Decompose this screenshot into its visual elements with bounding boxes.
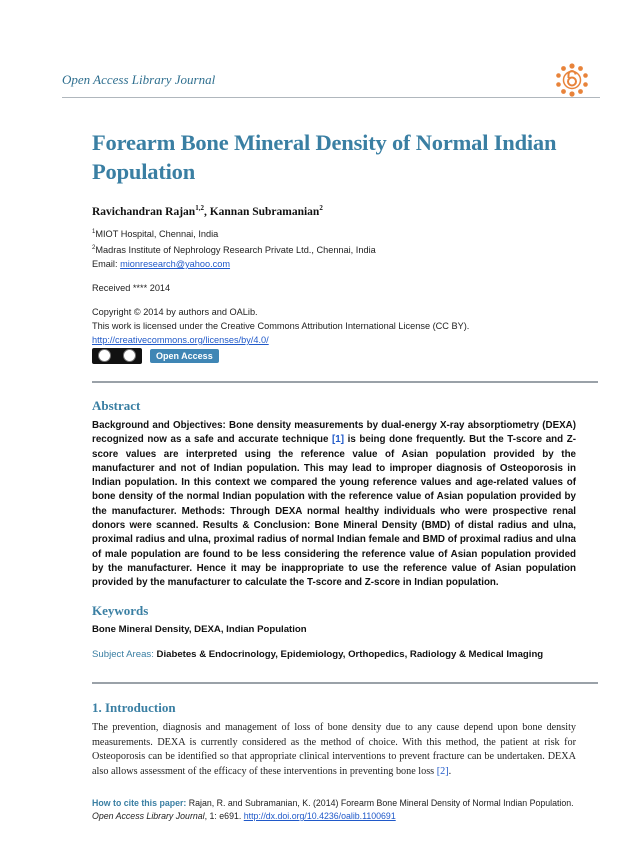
citation-volume: , 1: e691. — [204, 811, 244, 821]
subject-areas-value: Diabetes & Endocrinology, Epidemiology, Orthopedics, Radiology & Medical Imaging — [156, 648, 544, 660]
reference-link[interactable]: [1] — [332, 434, 345, 446]
open-access-badge[interactable]: Open Access — [150, 349, 219, 363]
affiliation — [92, 241, 576, 257]
author-list — [92, 204, 576, 218]
affiliation-text: MIOT Hospital, Chennai, India — [95, 228, 219, 239]
abstract-section — [92, 398, 576, 660]
oalib-logo-icon — [554, 62, 590, 98]
journal-name: Open Access Library Journal — [62, 72, 216, 87]
license-badges — [92, 348, 576, 364]
paper-title: Forearm Bone Mineral Density of Normal Indian Population — [92, 130, 557, 184]
citation-text: Rajan, R. and Subramanian, K. (2014) Forearm Bone Mineral Density of Normal Indian Population. — [188, 798, 574, 808]
author-affiliation-marker: 1,2 — [195, 204, 204, 212]
license-line: This work is licensed under the Creative Commons Attribution International License (CC BY). — [92, 320, 470, 331]
abstract-text — [92, 419, 576, 591]
author-separator: , — [203, 205, 210, 218]
subject-areas-label: Subject Areas: — [92, 648, 157, 660]
received-date: Received **** 2014 — [92, 282, 171, 293]
introduction-heading: 1. Introduction — [92, 700, 176, 715]
citation-label: How to cite this paper: — [92, 798, 189, 808]
section-rule — [92, 381, 598, 383]
introduction-text-part: . — [448, 765, 452, 777]
section-rule — [92, 682, 598, 684]
copyright-line: Copyright © 2014 by authors and OALib. — [92, 306, 258, 317]
affiliation-marker: 1 — [92, 228, 96, 235]
affiliation-text: Madras Institute of Nephrology Research Private Ltd., Chennai, India — [95, 244, 376, 255]
email-line — [92, 257, 576, 271]
cc-by-icon[interactable] — [92, 348, 142, 364]
email-link[interactable]: mionresearch@yahoo.com — [120, 258, 231, 269]
author-name: Ravichandran Rajan — [92, 205, 196, 218]
keywords-heading: Keywords — [92, 602, 149, 618]
citation-footer — [92, 797, 588, 823]
abstract-text-part: Background and Objectives: Bone density measurements by dual-energy X-ray absorptiometry (DEXA) recognized now as a safe and accurate technique — [92, 420, 576, 446]
introduction-text — [92, 721, 576, 779]
header-rule — [62, 97, 600, 98]
email-label: Email: — [92, 258, 121, 269]
author-name: Kannan Subramanian — [209, 205, 320, 218]
affiliation-marker: 2 — [92, 244, 96, 251]
license-link[interactable]: http://creativecommons.org/licenses/by/4.0/ — [92, 334, 269, 345]
keywords-text: Bone Mineral Density, DEXA, Indian Population — [92, 623, 307, 635]
affiliation — [92, 225, 576, 241]
abstract-heading: Abstract — [92, 398, 141, 413]
reference-link[interactable]: [2] — [436, 765, 449, 777]
abstract-text-part: is being done frequently. But the T-score and Z-score values are interpreted using the reference value of Asian population provided by the manufacturer and not of Indian population. This may lead to improper diagnosis of Osteoporosis in Indian population. In this context we compared the young reference values and age-related values of bone density of the normal Indian population with the reference value of Asian population provided by the manufacturer. Methods: Through DEXA normal healthy individuals who were prospective renal donors were scanned. Results & Conclusion: Bone Mineral Density (BMD) of distal radius and ulna, proximal radius and ulna, proximal radius of normal Indian female and BMD of proximal radius and ulna of male population are found to be less considering the reference value of Asian population provided by the manufacturer. Hence it may be inappropriate to use the reference value of Asian population provided by the manufacturer to calculate the T-score and Z-score in Indian population. — [92, 434, 576, 589]
introduction-text-part: The prevention, diagnosis and management of loss of bone density due to any cause depend upon bone density measurements. DEXA is currently considered as the method of choice. With this method, the patient at risk for Osteoporosis can be identified so that appropriate clinical interventions to prevent fracture can be undertaken. DEXA also allows assessment of the efficacy of these interventions in preventing bone loss — [92, 722, 576, 777]
introduction-section — [92, 700, 576, 779]
author-affiliation-marker: 2 — [319, 204, 323, 212]
citation-journal: Open Access Library Journal — [92, 811, 205, 821]
doi-link[interactable]: http://dx.doi.org/10.4236/oalib.1100691 — [243, 811, 396, 821]
paper-content — [92, 128, 576, 364]
subject-areas — [92, 649, 576, 660]
